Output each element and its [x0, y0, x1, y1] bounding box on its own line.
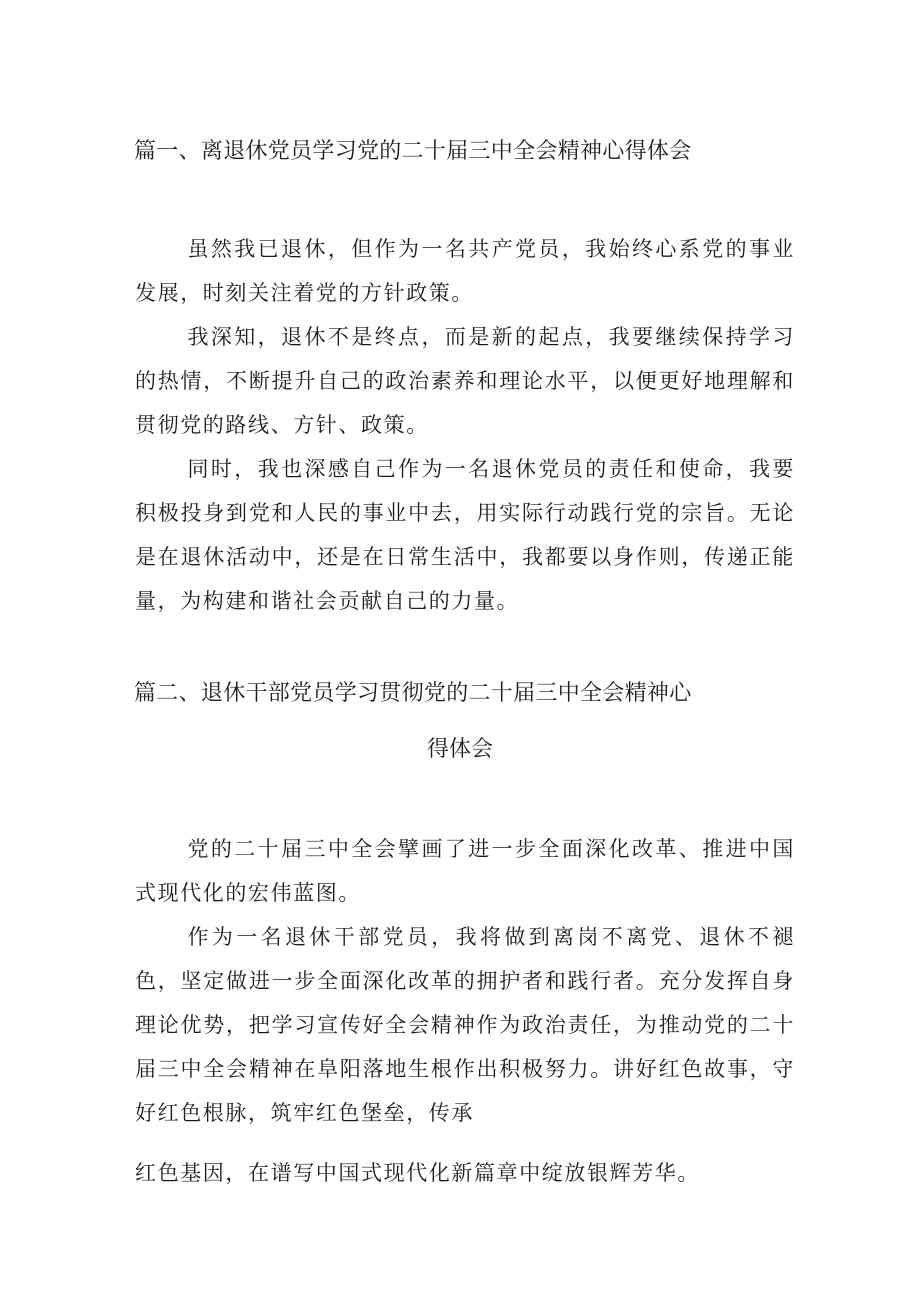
section-2-paragraph-1: 党的二十届三中全会擘画了进一步全面深化改革、推进中国式现代化的宏伟蓝图。	[135, 837, 795, 905]
section-2-title-line-1: 篇二、退休干部党员学习贯彻党的二十届三中全会精神心	[134, 681, 692, 706]
section-1-title: 篇一、离退休党员学习党的二十届三中全会精神心得体会	[134, 139, 692, 164]
section-2-paragraph-2: 作为一名退休干部党员，我将做到离岗不离党、退休不褪色，坚定做进一步全面深化改革的拥护者和践行者。充分发挥自身理论优势，把学习宣传好全会精神作为政治责任，为推动党的二十届三中全会精神在阜阳落地生根作出积极努力。讲好红色故事，守好红色根脉，筑牢红色堡垒，传承	[135, 925, 795, 1125]
section-2-title-line-2: 得体会	[427, 737, 494, 762]
section-1-paragraph-1: 虽然我已退休，但作为一名共产党员，我始终心系党的事业发展，时刻关注着党的方针政策。	[135, 237, 795, 305]
section-1-paragraph-3: 同时，我也深感自己作为一名退休党员的责任和使命，我要积极投身到党和人民的事业中去，用实际行动践行党的宗旨。无论是在退休活动中，还是在日常生活中，我都要以身作则，传递正能量，为构建和谐社会贡献自己的力量。	[135, 457, 795, 613]
section-2-paragraph-3: 红色基因，在谱写中国式现代化新篇章中绽放银辉芳华。	[135, 1161, 700, 1185]
section-1-paragraph-2: 我深知，退休不是终点，而是新的起点，我要继续保持学习的热情，不断提升自己的政治素养和理论水平，以便更好地理解和贯彻党的路线、方针、政策。	[135, 325, 795, 437]
